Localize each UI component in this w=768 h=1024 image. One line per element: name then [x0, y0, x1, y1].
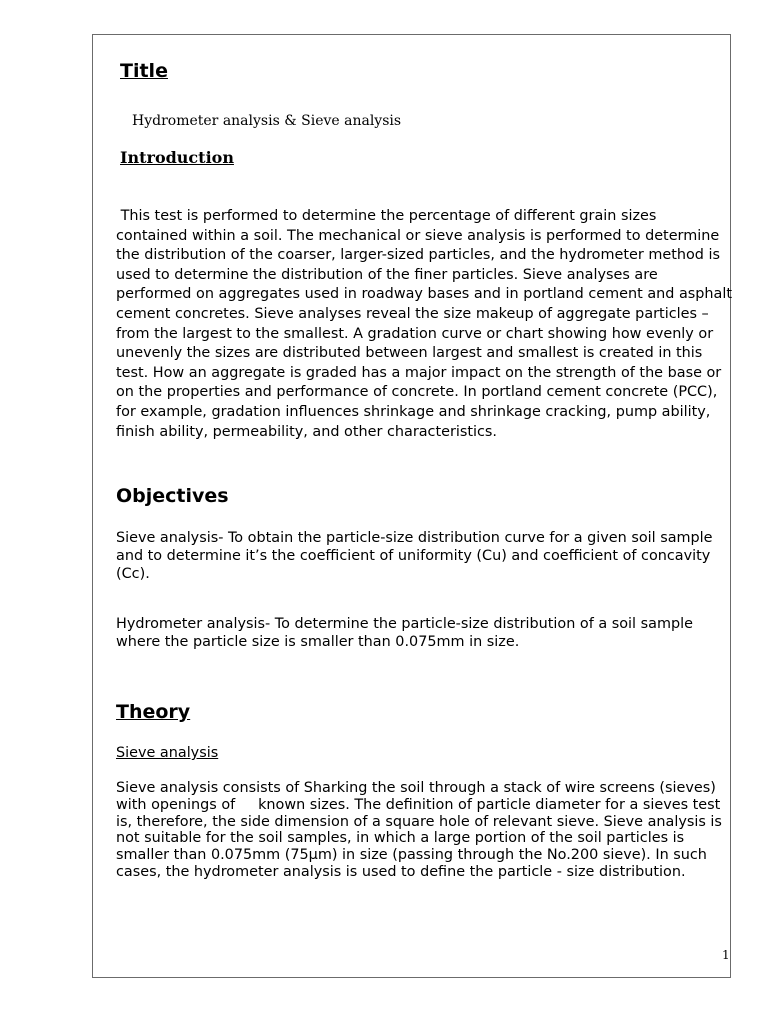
- theory-heading: Theory: [116, 701, 191, 723]
- page-number: 1: [722, 948, 730, 962]
- objective-hydrometer-paragraph: Hydrometer analysis- To determine the particle-size distribution of a soil sample where the particle size is smaller than 0.075mm in size.: [116, 616, 693, 650]
- theory-sieve-paragraph: Sieve analysis consists of Sharking the soil through a stack of wire screens (sieves) with openings of known sizes. The definition of particle diameter for a sieves test is, therefore, the side dimension of a square hole of relevant sieve. Sieve analysis is not suitable for the soil samples, in which a large portion of the soil particles is smaller than 0.075mm (75µm) in size (passing through the No.200 sieve). In such cases, the hydrometer analysis is used to define the particle - size distribution.: [116, 780, 727, 880]
- objective-sieve-paragraph: Sieve analysis- To obtain the particle-size distribution curve for a given soil sample and to determine it’s the coefficient of uniformity (Cu) and coefficient of concavity (Cc).: [116, 530, 713, 582]
- document-title: Title: [120, 60, 168, 82]
- theory-subheading: Sieve analysis: [116, 745, 219, 761]
- introduction-heading: Introduction: [120, 148, 234, 167]
- document-subtitle: Hydrometer analysis & Sieve analysis: [132, 113, 402, 129]
- objectives-heading: Objectives: [116, 485, 229, 507]
- introduction-paragraph: This test is performed to determine the percentage of different grain sizes contained within a soil. The mechanical or sieve analysis is performed to determine the distribution of the coarser, larger-sized particles, and the hydrometer method is used to determine the distribution of the finer particles. Sieve analyses are performed on aggregates used in roadway bases and in portland cement and asphalt cement concretes. Sieve analyses reveal the size makeup of aggregate particles – from the largest to the smallest. A gradation curve or chart showing how evenly or unevenly the sizes are distributed between largest and smallest is created in this test. How an aggregate is graded has a major impact on the strength of the base or on the properties and performance of concrete. In portland cement concrete (PCC), for example, gradation influences shrinkage and shrinkage cracking, pump ability, finish ability, permeability, and other characteristics.: [116, 208, 737, 440]
